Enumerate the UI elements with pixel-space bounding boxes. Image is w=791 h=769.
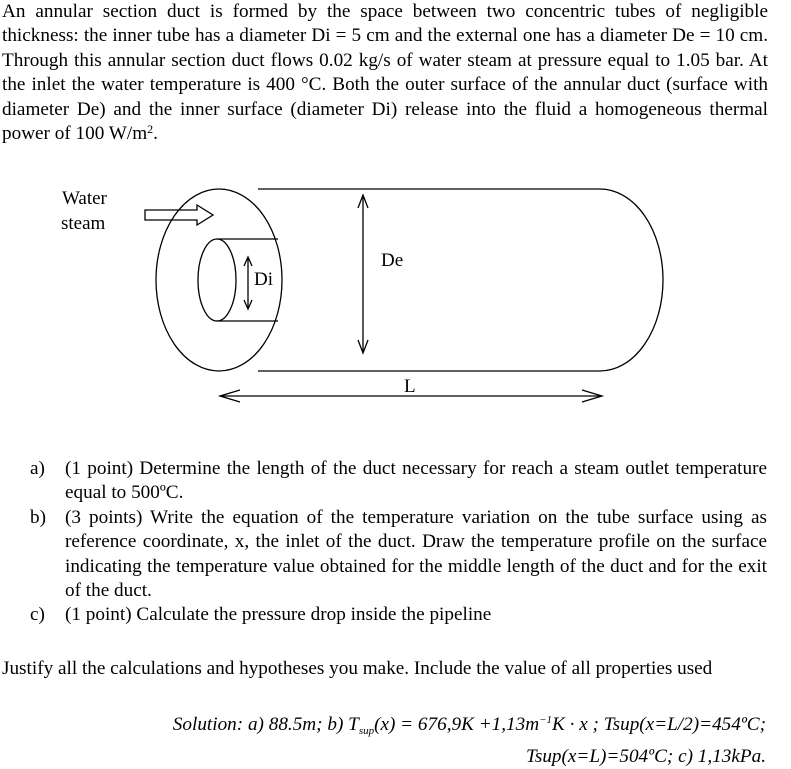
question-marker: c) bbox=[30, 604, 45, 626]
solution-superscript: −1 bbox=[539, 714, 553, 726]
justification-note: Justify all the calculations and hypotheses you make. Include the value of all properties used bbox=[2, 658, 713, 679]
duct-outline bbox=[258, 189, 663, 371]
solution-block bbox=[100, 708, 766, 769]
annular-duct-diagram bbox=[0, 178, 791, 413]
question-marker: b) bbox=[30, 506, 46, 528]
label-l: L bbox=[404, 376, 416, 397]
solution-subscript: sup bbox=[358, 725, 375, 737]
question-item bbox=[30, 457, 767, 506]
label-water: Water bbox=[62, 188, 107, 209]
solution-line-2: Tsup(x=L)=504ºC; c) 1,13kPa. bbox=[525, 746, 766, 767]
question-text: (1 point) Calculate the pressure drop inside the pipeline bbox=[65, 604, 492, 626]
question-list bbox=[30, 457, 767, 628]
label-de: De bbox=[381, 250, 404, 271]
label-di: Di bbox=[254, 269, 273, 290]
problem-text: An annular section duct is formed by the space between two concentric tubes of negligible thickness: the inner tube has a diameter Di = 5 cm and the external one has a diameter De = 10 cm. Through this annular section duct flows 0.02 kg/s of water steam at pressure equal to 1.05 bar. At the inlet the water temperature is 400 °C. Both the outer surface of the annular duct (surface with diameter De) and the inner surface (diameter Di) release into the fluid a homogeneous thermal power of 100 W/m bbox=[2, 1, 768, 145]
question-item bbox=[30, 506, 767, 604]
label-steam: steam bbox=[61, 213, 106, 234]
question-marker: a) bbox=[30, 458, 45, 479]
solution-prefix: Solution: a) 88.5m; b) T bbox=[172, 714, 359, 735]
question-text: (1 point) Determine the length of the duct necessary for reach a steam outlet temperature equal to 500ºC. bbox=[65, 458, 767, 504]
solution-line-1 bbox=[100, 708, 766, 744]
problem-text-end: . bbox=[153, 123, 158, 145]
question-text: (3 points) Write the equation of the temperature variation on the tube surface using as reference coordinate, x, the inlet of the duct. Draw the temperature profile on the surface indicating the temperature value obtained for the middle length of the duct and for the exit of the duct. bbox=[65, 506, 767, 602]
problem-statement bbox=[2, 0, 768, 146]
unit-exponent: 2 bbox=[147, 122, 154, 137]
solution-equation-rest: K · x ; Tsup(x=L/2)=454ºC; bbox=[552, 714, 766, 735]
question-item bbox=[30, 603, 767, 627]
solution-equation-part: (x) = 676,9K +1,13m bbox=[374, 714, 540, 735]
